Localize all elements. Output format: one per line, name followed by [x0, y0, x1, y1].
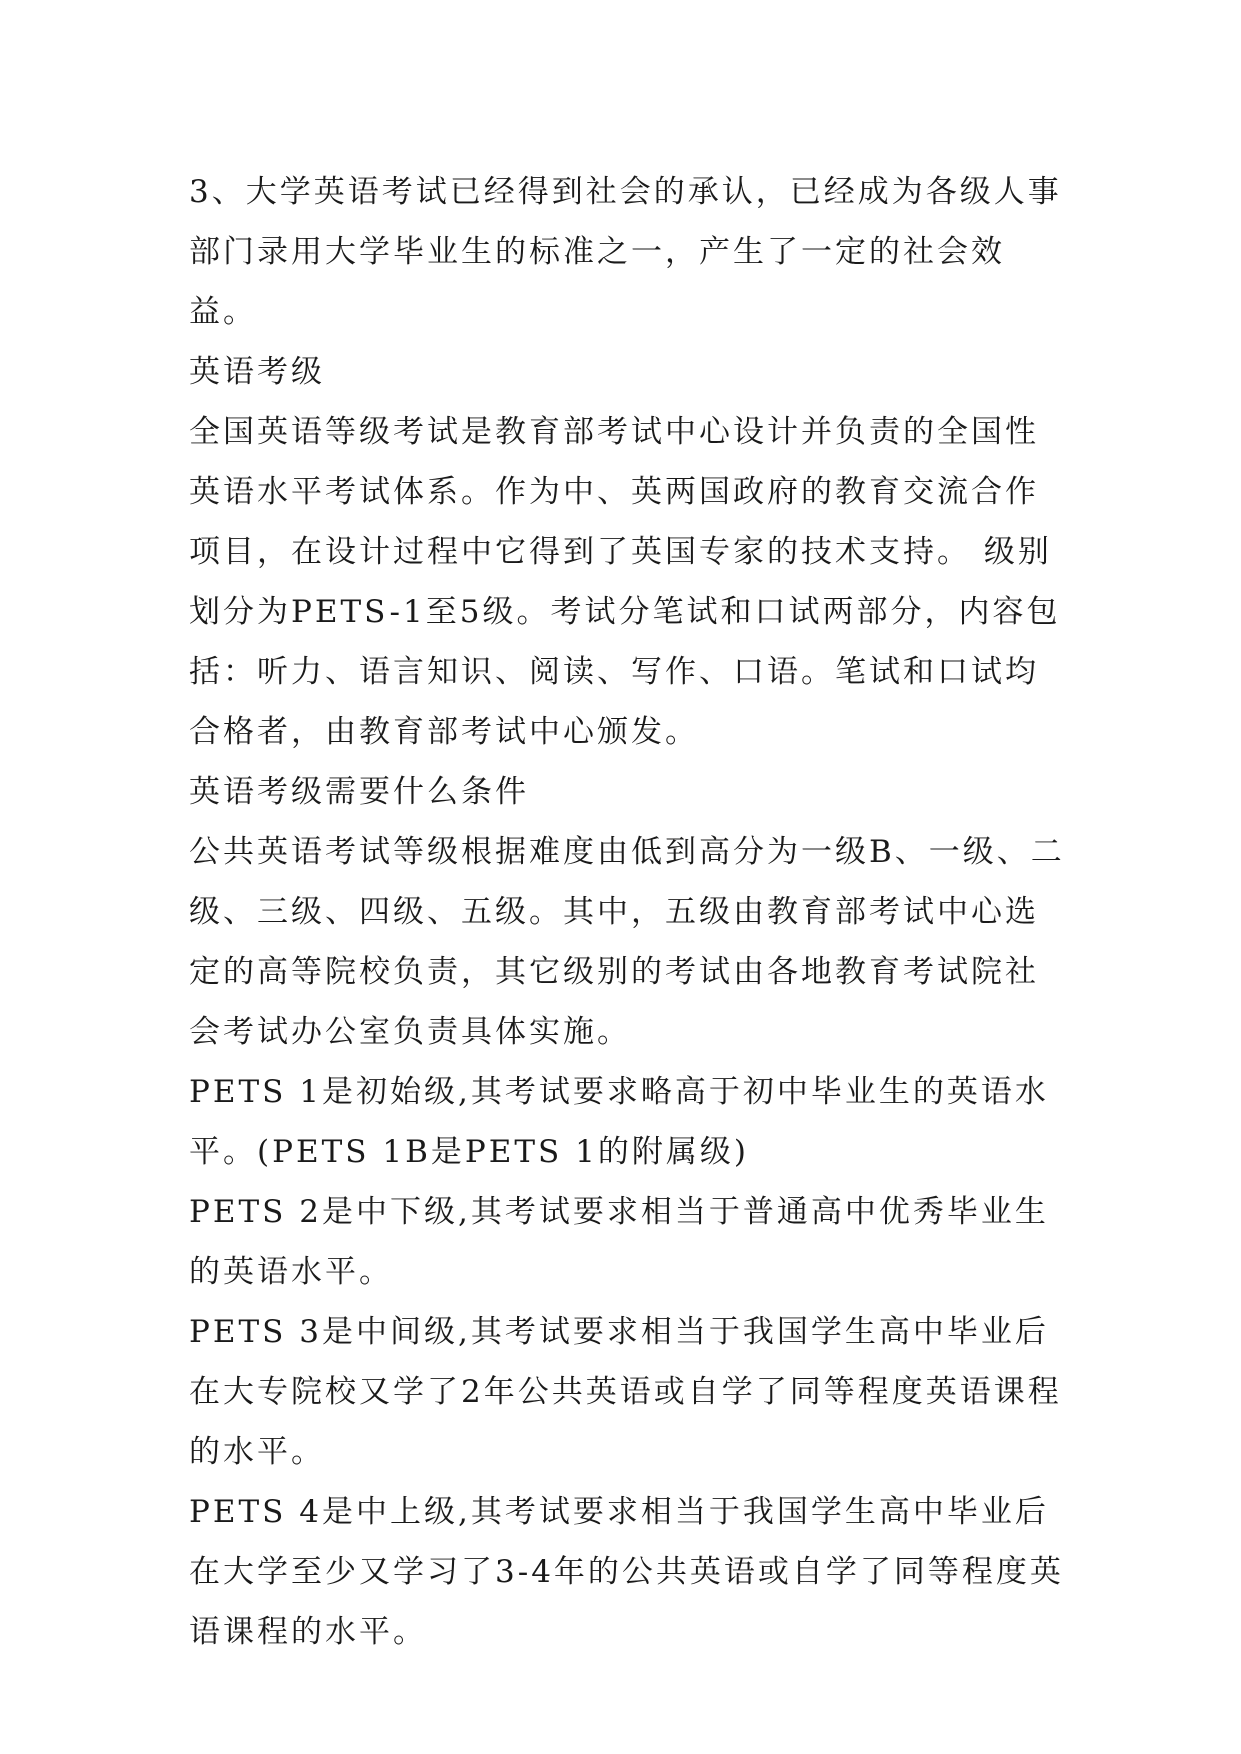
- paragraph-exam-levels: 公共英语考试等级根据难度由低到高分为一级B、一级、二级、三级、四级、五级。其中，五级由教育部考试中心选定的高等院校负责，其它级别的考试由各地教育考试院社会考试办公室负责具体实施。: [189, 834, 1065, 1050]
- paragraph-pets-1: PETS 1是初始级,其考试要求略高于初中毕业生的英语水平。(PETS 1B是PETS 1的附属级): [189, 1074, 1049, 1170]
- section-heading-requirements: 英语考级需要什么条件: [189, 774, 529, 810]
- paragraph-pets-overview: 全国英语等级考试是教育部考试中心设计并负责的全国性英语水平考试体系。作为中、英两国政府的教育交流合作项目，在设计过程中它得到了英国专家的技术支持。 级别划分为PETS-1至5级。考试分笔试和口试两部分，内容包括：听力、语言知识、阅读、写作、口语。笔试和口试均合格者，由教育部考试中心颁发。: [189, 414, 1061, 750]
- document-body: [189, 162, 1069, 1662]
- section-heading-english-exam: 英语考级: [189, 354, 325, 390]
- paragraph-pets-3: PETS 3是中间级,其考试要求相当于我国学生高中毕业后在大专院校又学了2年公共英语或自学了同等程度英语课程的水平。: [189, 1314, 1062, 1470]
- paragraph-pets-2: PETS 2是中下级,其考试要求相当于普通高中优秀毕业生的英语水平。: [189, 1194, 1049, 1290]
- paragraph-item-3: 3、大学英语考试已经得到社会的承认，已经成为各级人事部门录用大学毕业生的标准之一，产生了一定的社会效益。: [189, 174, 1062, 330]
- paragraph-pets-4: PETS 4是中上级,其考试要求相当于我国学生高中毕业后在大学至少又学习了3-4年的公共英语或自学了同等程度英语课程的水平。: [189, 1494, 1064, 1650]
